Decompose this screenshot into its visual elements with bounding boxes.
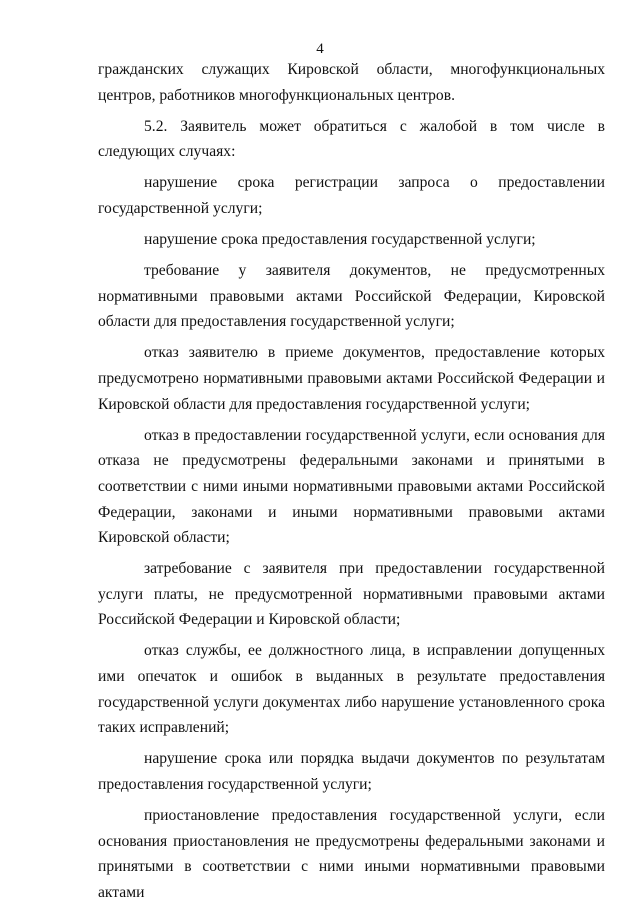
list-item-issuance-violation: нарушение срока или порядка выдачи документов по результатам предоставления государственной услуги; xyxy=(98,750,605,793)
paragraph-5-2: 5.2. Заявитель может обратиться с жалобой в том числе в следующих случаях: xyxy=(98,117,605,161)
list-item-refusal-provision: отказ в предоставлении государственной услуги, если основания для отказа не предусмотрены федеральными законами и принятыми в соответствии с ними иными нормативными правовыми актами Российской Федерации, законами и иными нормативными правовыми актами Кировской области; xyxy=(98,426,605,547)
paragraph-continuation: гражданских служащих Кировской области, многофункциональных центров, работников многофункциональных центров. xyxy=(98,61,605,104)
list-item-registration-violation: нарушение срока регистрации запроса о предоставлении государственной услуги; xyxy=(98,174,605,217)
document-body xyxy=(98,57,605,905)
list-item-fee-demand: затребование с заявителя при предоставлении государственной услуги платы, не предусмотренной нормативными правовыми актами Российской Федерации и Кировской области; xyxy=(98,560,605,629)
page-number: 4 xyxy=(316,41,324,57)
list-item-suspension: приостановление предоставления государственной услуги, если основания приостановления не предусмотрены федеральными законами и принятыми в соответствии с ними иными нормативными правовыми актами xyxy=(98,807,605,901)
list-item-documents-requirement: требование у заявителя документов, не предусмотренных нормативными правовыми актами Российской Федерации, Кировской области для предоставления государственной услуги; xyxy=(98,262,605,331)
list-item-provision-term-violation: нарушение срока предоставления государственной услуги; xyxy=(144,231,536,249)
list-item-refusal-acceptance: отказ заявителю в приеме документов, предоставление которых предусмотрено нормативными правовыми актами Российской Федерации и Кировской области для предоставления государственной услуги; xyxy=(98,344,605,413)
list-item-corrections-refusal: отказ службы, ее должностного лица, в исправлении допущенных ими опечаток и ошибок в выданных в результате предоставления государственной услуги документах либо нарушение установленного срока таких исправлений; xyxy=(98,642,605,737)
